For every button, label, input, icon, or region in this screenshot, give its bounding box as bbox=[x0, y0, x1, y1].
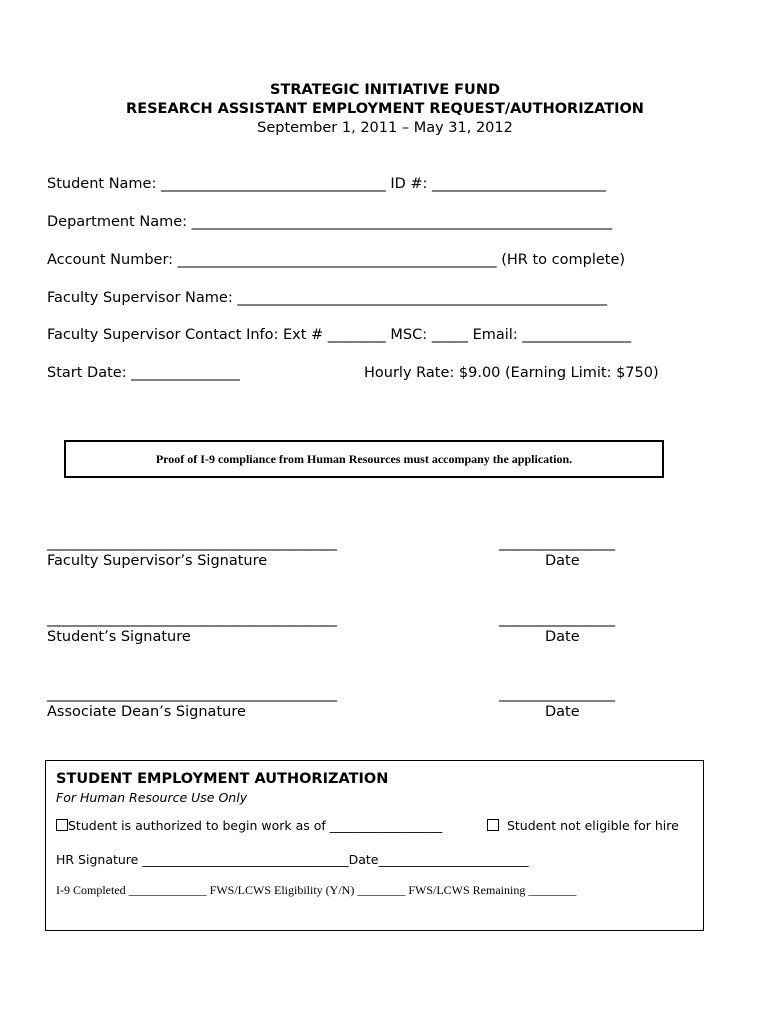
not-eligible-row bbox=[487, 818, 679, 833]
student-date-line[interactable]: ________________ bbox=[499, 611, 615, 627]
department-name-field[interactable]: Department Name: __________________________________________________________ bbox=[47, 214, 613, 230]
account-number-field[interactable]: Account Number: ____________________________________________ (HR to complete) bbox=[47, 252, 626, 268]
start-date-field[interactable]: Start Date: _______________ bbox=[47, 365, 240, 381]
contact-info-field[interactable]: Faculty Supervisor Contact Info: Ext # ________ MSC: _____ Email: _______________ bbox=[47, 327, 632, 343]
authorized-row bbox=[56, 818, 442, 833]
not-eligible-text: Student not eligible for hire bbox=[506, 818, 679, 833]
dean-signature-label: Associate Dean’s Signature bbox=[47, 704, 246, 720]
i9-compliance-field[interactable]: I-9 Completed _____________ FWS/LCWS Eligibility (Y/N) ________ FWS/LCWS Remaining ________ bbox=[56, 883, 577, 897]
dean-signature-line[interactable]: ________________________________________ bbox=[47, 686, 337, 702]
form-title-line2: RESEARCH ASSISTANT EMPLOYMENT REQUEST/AUTHORIZATION bbox=[126, 101, 644, 117]
student-date-label: Date bbox=[545, 629, 580, 645]
hourly-rate-text: Hourly Rate: $9.00 (Earning Limit: $750) bbox=[364, 365, 659, 381]
i9-notice-text: Proof of I-9 compliance from Human Resources must accompany the application. bbox=[155, 451, 573, 466]
form-title-line1: STRATEGIC INITIATIVE FUND bbox=[270, 82, 500, 98]
not-eligible-checkbox[interactable] bbox=[487, 819, 499, 831]
hr-signature-field[interactable]: HR Signature _________________________________Date________________________ bbox=[56, 852, 529, 867]
faculty-date-label: Date bbox=[545, 553, 580, 569]
authorized-text[interactable]: Student is authorized to begin work as of __________________ bbox=[68, 818, 443, 833]
form-date-range: September 1, 2011 – May 31, 2012 bbox=[257, 120, 513, 136]
faculty-signature-label: Faculty Supervisor’s Signature bbox=[47, 553, 268, 569]
dean-date-label: Date bbox=[545, 704, 580, 720]
hr-section-title: STUDENT EMPLOYMENT AUTHORIZATION bbox=[56, 771, 389, 787]
hr-section-subtitle: For Human Resource Use Only bbox=[56, 790, 248, 805]
i9-notice-box bbox=[64, 440, 664, 478]
student-name-field[interactable]: Student Name: _______________________________ ID #: ________________________ bbox=[47, 176, 607, 192]
student-signature-label: Student’s Signature bbox=[47, 629, 191, 645]
student-signature-line[interactable]: ________________________________________ bbox=[47, 611, 337, 627]
hr-authorization-box bbox=[45, 760, 704, 931]
authorized-checkbox[interactable] bbox=[56, 819, 68, 831]
faculty-signature-line[interactable]: ________________________________________ bbox=[47, 535, 337, 551]
faculty-date-line[interactable]: ________________ bbox=[499, 535, 615, 551]
faculty-supervisor-field[interactable]: Faculty Supervisor Name: ___________________________________________________ bbox=[47, 290, 608, 306]
dean-date-line[interactable]: ________________ bbox=[499, 686, 615, 702]
